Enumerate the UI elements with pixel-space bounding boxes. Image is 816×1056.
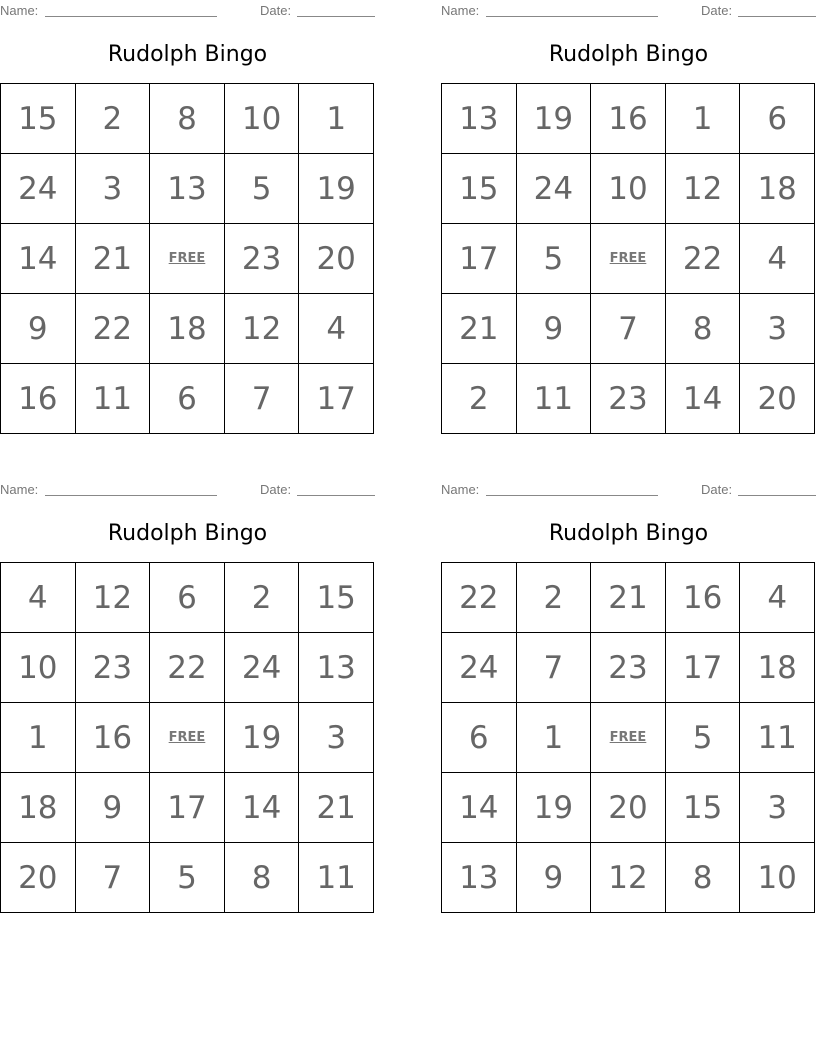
bingo-cell: 20 (591, 773, 666, 843)
bingo-cell: 4 (740, 224, 815, 294)
bingo-cell: 9 (516, 843, 591, 913)
bingo-cell: 24 (224, 633, 299, 703)
bingo-cell: 5 (516, 224, 591, 294)
bingo-cell: 24 (516, 154, 591, 224)
name-label: Name: (441, 3, 480, 18)
bingo-cell: 2 (224, 563, 299, 633)
bingo-cell: 13 (150, 154, 225, 224)
bingo-cell: 24 (442, 633, 517, 703)
bingo-cell: 16 (665, 563, 740, 633)
bingo-cell: 4 (740, 563, 815, 633)
bingo-cell: 18 (740, 633, 815, 703)
bingo-cell: 5 (665, 703, 740, 773)
name-date-header (0, 482, 375, 498)
date-label: Date: (260, 3, 292, 18)
grid-row (1, 703, 374, 773)
bingo-cell: 24 (1, 154, 76, 224)
bingo-cell: 16 (591, 84, 666, 154)
bingo-cell: 4 (1, 563, 76, 633)
bingo-cell: 6 (442, 703, 517, 773)
name-label: Name: (0, 3, 39, 18)
bingo-cell: 8 (150, 84, 225, 154)
bingo-grid (0, 83, 374, 434)
bingo-cell: 17 (150, 773, 225, 843)
bingo-cell: 1 (1, 703, 76, 773)
bingo-cell: 14 (1, 224, 76, 294)
bingo-cell: 21 (442, 294, 517, 364)
bingo-cell: 10 (740, 843, 815, 913)
bingo-cell: 16 (75, 703, 150, 773)
bingo-cell: 17 (299, 364, 374, 434)
bingo-cell: 1 (299, 84, 374, 154)
name-label: Name: (441, 482, 480, 497)
bingo-cell: 5 (224, 154, 299, 224)
bingo-cell: 4 (299, 294, 374, 364)
bingo-cell: 13 (299, 633, 374, 703)
bingo-cell: 16 (1, 364, 76, 434)
free-space: FREE (150, 224, 225, 294)
date-blank-line (297, 495, 375, 496)
grid-row (1, 154, 374, 224)
name-date-header (0, 3, 375, 19)
bingo-cell: 23 (591, 364, 666, 434)
bingo-cell: 21 (75, 224, 150, 294)
bingo-cell: 11 (299, 843, 374, 913)
grid-row (442, 773, 815, 843)
grid-row (442, 633, 815, 703)
bingo-cell: 6 (150, 364, 225, 434)
bingo-cell: 9 (1, 294, 76, 364)
card-title: Rudolph Bingo (107, 521, 268, 546)
bingo-cell: 1 (665, 84, 740, 154)
bingo-cell: 2 (516, 563, 591, 633)
bingo-cell: 19 (516, 84, 591, 154)
date-blank-line (738, 16, 816, 17)
name-date-header (441, 482, 816, 498)
bingo-cell: 14 (224, 773, 299, 843)
date-blank-line (738, 495, 816, 496)
free-space: FREE (591, 703, 666, 773)
bingo-cell: 23 (224, 224, 299, 294)
bingo-grid (441, 83, 815, 434)
bingo-cell: 18 (740, 154, 815, 224)
grid-row (1, 633, 374, 703)
bingo-cell: 6 (740, 84, 815, 154)
bingo-cell: 11 (516, 364, 591, 434)
card-title: Rudolph Bingo (548, 521, 709, 546)
grid-row (1, 294, 374, 364)
name-blank-line (486, 495, 658, 496)
bingo-cell: 8 (224, 843, 299, 913)
bingo-grid (441, 562, 815, 913)
bingo-cell: 13 (442, 84, 517, 154)
bingo-cell: 9 (516, 294, 591, 364)
bingo-cell: 3 (740, 773, 815, 843)
bingo-cell: 17 (442, 224, 517, 294)
grid-row (442, 154, 815, 224)
name-blank-line (45, 16, 217, 17)
bingo-cell: 3 (299, 703, 374, 773)
card-title: Rudolph Bingo (548, 42, 709, 67)
bingo-cell: 22 (150, 633, 225, 703)
grid-row (442, 364, 815, 434)
free-space: FREE (591, 224, 666, 294)
bingo-cell: 22 (665, 224, 740, 294)
grid-row (442, 294, 815, 364)
name-blank-line (45, 495, 217, 496)
bingo-cell: 10 (591, 154, 666, 224)
bingo-cell: 1 (516, 703, 591, 773)
grid-row (442, 563, 815, 633)
bingo-cell: 8 (665, 294, 740, 364)
bingo-cell: 22 (442, 563, 517, 633)
bingo-cell: 19 (516, 773, 591, 843)
grid-row (1, 563, 374, 633)
bingo-cell: 3 (75, 154, 150, 224)
bingo-cell: 15 (665, 773, 740, 843)
name-date-header (441, 3, 816, 19)
bingo-cell: 9 (75, 773, 150, 843)
bingo-cell: 21 (591, 563, 666, 633)
grid-row (1, 84, 374, 154)
bingo-cell: 11 (75, 364, 150, 434)
bingo-cell: 7 (516, 633, 591, 703)
date-blank-line (297, 16, 375, 17)
bingo-cell: 19 (224, 703, 299, 773)
bingo-cell: 14 (442, 773, 517, 843)
bingo-cell: 13 (442, 843, 517, 913)
bingo-cell: 7 (75, 843, 150, 913)
bingo-cell: 20 (740, 364, 815, 434)
date-label: Date: (260, 482, 292, 497)
bingo-cell: 12 (591, 843, 666, 913)
bingo-cell: 22 (75, 294, 150, 364)
bingo-cell: 12 (665, 154, 740, 224)
bingo-cell: 18 (150, 294, 225, 364)
bingo-cell: 8 (665, 843, 740, 913)
bingo-cell: 2 (442, 364, 517, 434)
bingo-cell: 10 (224, 84, 299, 154)
grid-row (442, 843, 815, 913)
name-label: Name: (0, 482, 39, 497)
bingo-cell: 18 (1, 773, 76, 843)
bingo-cell: 11 (740, 703, 815, 773)
grid-row (1, 773, 374, 843)
bingo-cell: 20 (1, 843, 76, 913)
bingo-cell: 12 (224, 294, 299, 364)
bingo-cell: 5 (150, 843, 225, 913)
date-label: Date: (701, 3, 733, 18)
grid-row (442, 224, 815, 294)
bingo-grid (0, 562, 374, 913)
bingo-cell: 19 (299, 154, 374, 224)
free-space: FREE (150, 703, 225, 773)
grid-row (1, 224, 374, 294)
bingo-cell: 20 (299, 224, 374, 294)
bingo-cell: 23 (591, 633, 666, 703)
bingo-cell: 15 (442, 154, 517, 224)
name-blank-line (486, 16, 658, 17)
bingo-cell: 14 (665, 364, 740, 434)
bingo-cell: 6 (150, 563, 225, 633)
bingo-cell: 15 (1, 84, 76, 154)
date-label: Date: (701, 482, 733, 497)
bingo-cell: 3 (740, 294, 815, 364)
bingo-cell: 2 (75, 84, 150, 154)
bingo-cell: 23 (75, 633, 150, 703)
bingo-cell: 7 (224, 364, 299, 434)
bingo-cell: 7 (591, 294, 666, 364)
bingo-cell: 17 (665, 633, 740, 703)
bingo-cell: 21 (299, 773, 374, 843)
grid-row (1, 364, 374, 434)
card-title: Rudolph Bingo (107, 42, 268, 67)
bingo-cell: 15 (299, 563, 374, 633)
grid-row (1, 843, 374, 913)
grid-row (442, 703, 815, 773)
grid-row (442, 84, 815, 154)
bingo-cell: 12 (75, 563, 150, 633)
bingo-cell: 10 (1, 633, 76, 703)
